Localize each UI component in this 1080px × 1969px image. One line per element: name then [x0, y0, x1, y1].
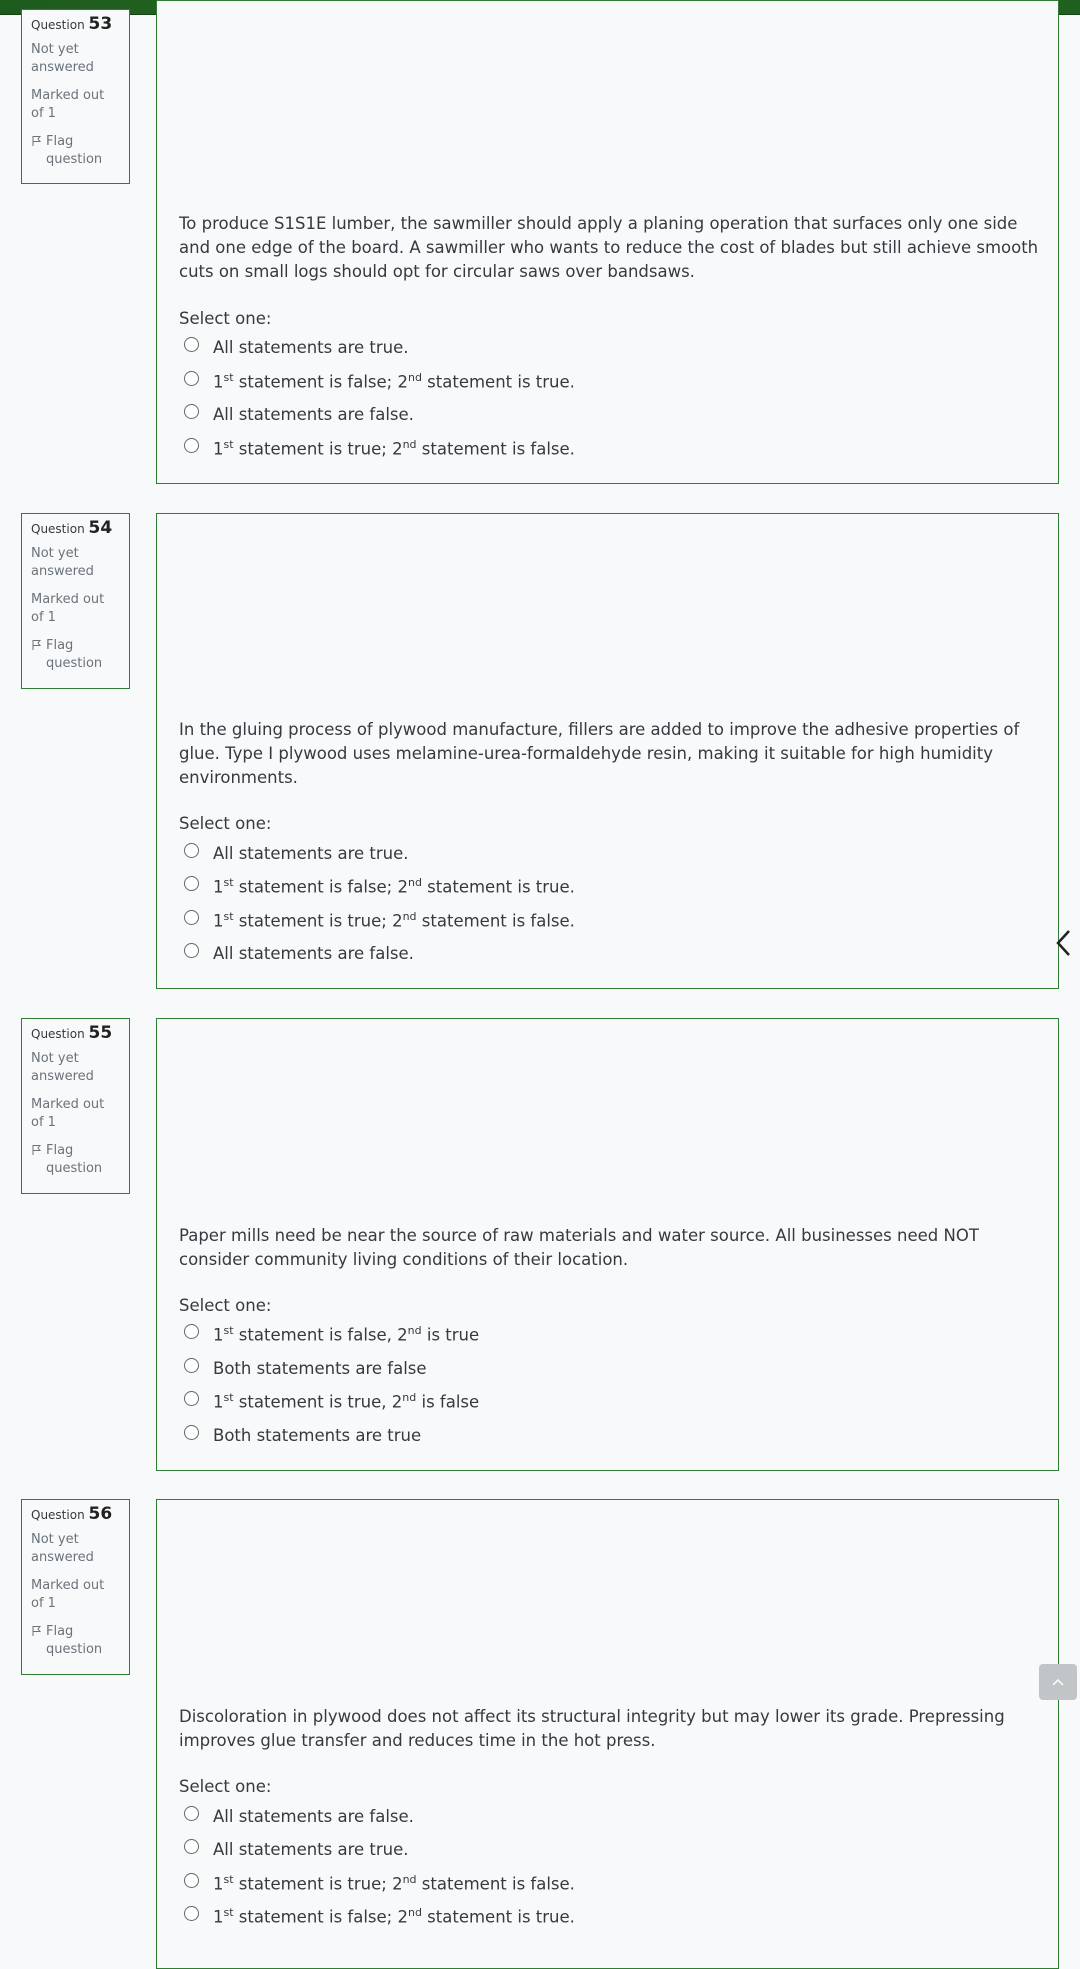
radio-button[interactable]: [184, 1873, 199, 1888]
option-label: 1st statement is true; 2nd statement is false.: [213, 437, 575, 459]
answer-option[interactable]: [184, 402, 414, 426]
option-label: 1st statement is false; 2nd statement is true.: [213, 1905, 575, 1927]
answer-option[interactable]: [184, 1423, 421, 1447]
question-content-53: [156, 0, 1059, 484]
question-state: Not yet answered: [31, 1051, 94, 1084]
question-info-55: [21, 1018, 130, 1194]
question-state: Not yet answered: [31, 546, 94, 579]
radio-button[interactable]: [184, 1358, 199, 1373]
select-one-prompt: Select one:: [179, 309, 272, 328]
option-label: Both statements are false: [213, 1358, 427, 1378]
answer-option[interactable]: [184, 369, 575, 393]
radio-button[interactable]: [184, 943, 199, 958]
back-to-top-button[interactable]: [1039, 1664, 1077, 1700]
option-label: All statements are true.: [213, 1839, 409, 1859]
answer-option[interactable]: [184, 1804, 414, 1828]
question-content-55: [156, 1018, 1059, 1471]
flag-icon: [31, 1142, 43, 1178]
select-one-prompt: Select one:: [179, 1296, 272, 1315]
option-label: 1st statement is false; 2nd statement is true.: [213, 370, 575, 392]
question-state: Not yet answered: [31, 42, 94, 75]
answer-option[interactable]: [184, 1871, 575, 1895]
radio-button[interactable]: [184, 1906, 199, 1921]
radio-button[interactable]: [184, 337, 199, 352]
option-label: 1st statement is true; 2nd statement is false.: [213, 909, 575, 931]
question-text: Discoloration in plywood does not affect its structural integrity but may lower its grade. Prepressing improves glue transfer and reduces time in the hot press.: [179, 1707, 1005, 1750]
answer-option[interactable]: [184, 841, 409, 865]
radio-button[interactable]: [184, 438, 199, 453]
select-one-prompt: Select one:: [179, 1777, 272, 1796]
question-content-56: [156, 1499, 1059, 1969]
flag-icon: [31, 637, 43, 673]
radio-button[interactable]: [184, 1324, 199, 1339]
radio-button[interactable]: [184, 371, 199, 386]
radio-button[interactable]: [184, 404, 199, 419]
option-label: All statements are true.: [213, 843, 409, 863]
question-number: Question 55: [31, 1023, 113, 1043]
answer-option[interactable]: [184, 1322, 479, 1346]
question-text: To produce S1S1E lumber, the sawmiller should apply a planing operation that surfaces only one side and one edge of the board. A sawmiller who wants to reduce the cost of blades but still achieve smooth cuts on small logs should opt for circular saws over bandsaws.: [179, 214, 1039, 281]
answer-option[interactable]: [184, 1904, 575, 1928]
answer-option[interactable]: [184, 1356, 427, 1380]
radio-button[interactable]: [184, 1391, 199, 1406]
question-info-53: [21, 9, 130, 184]
flag-question-link[interactable]: Flag question: [31, 637, 120, 673]
question-state: Not yet answered: [31, 1532, 94, 1565]
answer-option[interactable]: [184, 1389, 479, 1413]
question-grade: Marked out of 1: [31, 88, 105, 121]
flag-icon: [31, 1623, 43, 1659]
option-label: All statements are false.: [213, 1806, 414, 1826]
radio-button[interactable]: [184, 843, 199, 858]
question-number: Question 56: [31, 1504, 113, 1524]
flag-question-link[interactable]: Flag question: [31, 133, 120, 169]
option-label: 1st statement is false; 2nd statement is true.: [213, 875, 575, 897]
question-text: In the gluing process of plywood manufacture, fillers are added to improve the adhesive properties of glue. Type I plywood uses melamine-urea-formaldehyde resin, making it suitable for high humidity environments.: [179, 720, 1020, 787]
question-grade: Marked out of 1: [31, 1097, 105, 1130]
question-grade: Marked out of 1: [31, 592, 105, 625]
question-grade: Marked out of 1: [31, 1578, 105, 1611]
option-label: All statements are true.: [213, 337, 409, 357]
answer-option[interactable]: [184, 874, 575, 898]
question-number: Question 54: [31, 518, 113, 538]
question-number: Question 53: [31, 14, 113, 34]
question-content-54: [156, 513, 1059, 989]
question-text: Paper mills need be near the source of raw materials and water source. All businesses need NOT consider community living conditions of their location.: [179, 1226, 979, 1269]
option-label: Both statements are true: [213, 1425, 422, 1445]
radio-button[interactable]: [184, 876, 199, 891]
answer-option[interactable]: [184, 335, 409, 359]
radio-button[interactable]: [184, 1839, 199, 1854]
flag-question-link[interactable]: Flag question: [31, 1142, 120, 1178]
option-label: All statements are false.: [213, 943, 414, 963]
radio-button[interactable]: [184, 1806, 199, 1821]
answer-option[interactable]: [184, 1837, 409, 1861]
question-info-56: [21, 1499, 130, 1675]
drawer-toggle[interactable]: [1053, 928, 1075, 958]
answer-option[interactable]: [184, 436, 575, 460]
option-label: 1st statement is false, 2nd is true: [213, 1323, 480, 1345]
radio-button[interactable]: [184, 1425, 199, 1440]
option-label: 1st statement is true, 2nd is false: [213, 1390, 480, 1412]
flag-icon: [31, 133, 43, 169]
select-one-prompt: Select one:: [179, 814, 272, 833]
answer-option[interactable]: [184, 908, 575, 932]
chevron-up-icon: [1051, 1677, 1065, 1687]
option-label: All statements are false.: [213, 404, 414, 424]
option-label: 1st statement is true; 2nd statement is false.: [213, 1872, 575, 1894]
flag-question-link[interactable]: Flag question: [31, 1623, 120, 1659]
answer-option[interactable]: [184, 941, 414, 965]
question-info-54: [21, 513, 130, 689]
chevron-left-icon: [1053, 928, 1075, 958]
radio-button[interactable]: [184, 910, 199, 925]
